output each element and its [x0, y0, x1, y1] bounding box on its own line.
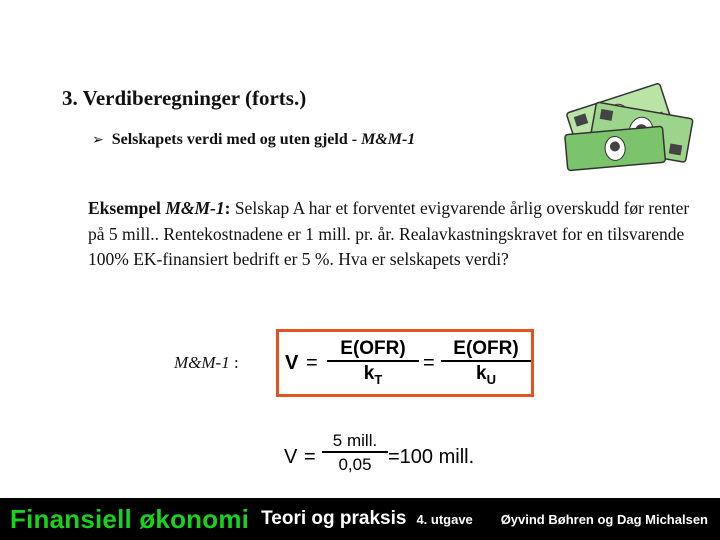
footer-authors: Øyvind Bøhren og Dag Michalsen [500, 511, 708, 527]
slide-heading: 3. Verdiberegninger (forts.) [62, 86, 307, 110]
money-bills-icon [560, 72, 700, 172]
formula1-eq1: = [306, 352, 318, 374]
example-text: Selskap A har et forventet evigvarende årlig overskudd før renter på 5 mill.. Rentekostnadene er 1 mill. pr. år. Realavkastningskravet for en tilsvarende 100% EK-finansiert bedrift er 5 %. Hva er selskapets verdi? [88, 198, 690, 269]
example-label-em: M&M-1 [165, 198, 225, 218]
footer-subtitle: Teori og praksis [261, 508, 407, 529]
formula2-denominator: 0,05 [338, 454, 372, 474]
value-calculation [284, 430, 514, 485]
fraction-2-den-sub: U [486, 371, 496, 387]
formula-label [174, 353, 239, 373]
example-paragraph [88, 196, 703, 273]
fraction-1-den-k: k [363, 363, 375, 384]
formula1-lhs: V [285, 352, 299, 374]
footer-bar [0, 498, 720, 540]
fraction-1-numerator: E(OFR) [340, 338, 406, 359]
fraction-1-den-sub: T [374, 371, 383, 387]
formula2-fraction [322, 430, 388, 476]
formula2-lhs: V [284, 446, 298, 468]
formula1-eq2: = [423, 352, 435, 374]
formula2-result: =100 mill. [388, 446, 475, 468]
bullet-text-em: M&M-1 [361, 131, 416, 148]
example-label-suffix: : [224, 198, 231, 218]
bullet-text-main: Selskapets verdi med og uten gjeld - [111, 131, 362, 148]
arrow-right-icon: ➢ [92, 132, 104, 148]
fraction-2-numerator: E(OFR) [453, 338, 519, 359]
mm1-formula-box [276, 329, 534, 397]
footer-brand: Finansiell økonomi [10, 503, 250, 534]
fraction-2-den-k: k [476, 363, 487, 384]
example-label [88, 198, 230, 218]
footer-edition: 4. utgave [416, 511, 473, 527]
formula2-numerator: 5 mill. [332, 431, 378, 450]
fraction-1 [327, 338, 419, 392]
fraction-1-denominator [327, 362, 419, 392]
formula-label-em: M&M-1 [174, 353, 230, 372]
fraction-2-denominator [441, 362, 531, 392]
bullet-point [92, 131, 415, 149]
example-label-prefix: Eksempel [88, 198, 166, 218]
bullet-text [112, 131, 416, 149]
formula2-eq: = [304, 446, 316, 468]
formula-label-colon: : [229, 353, 239, 372]
fraction-2 [441, 338, 531, 392]
